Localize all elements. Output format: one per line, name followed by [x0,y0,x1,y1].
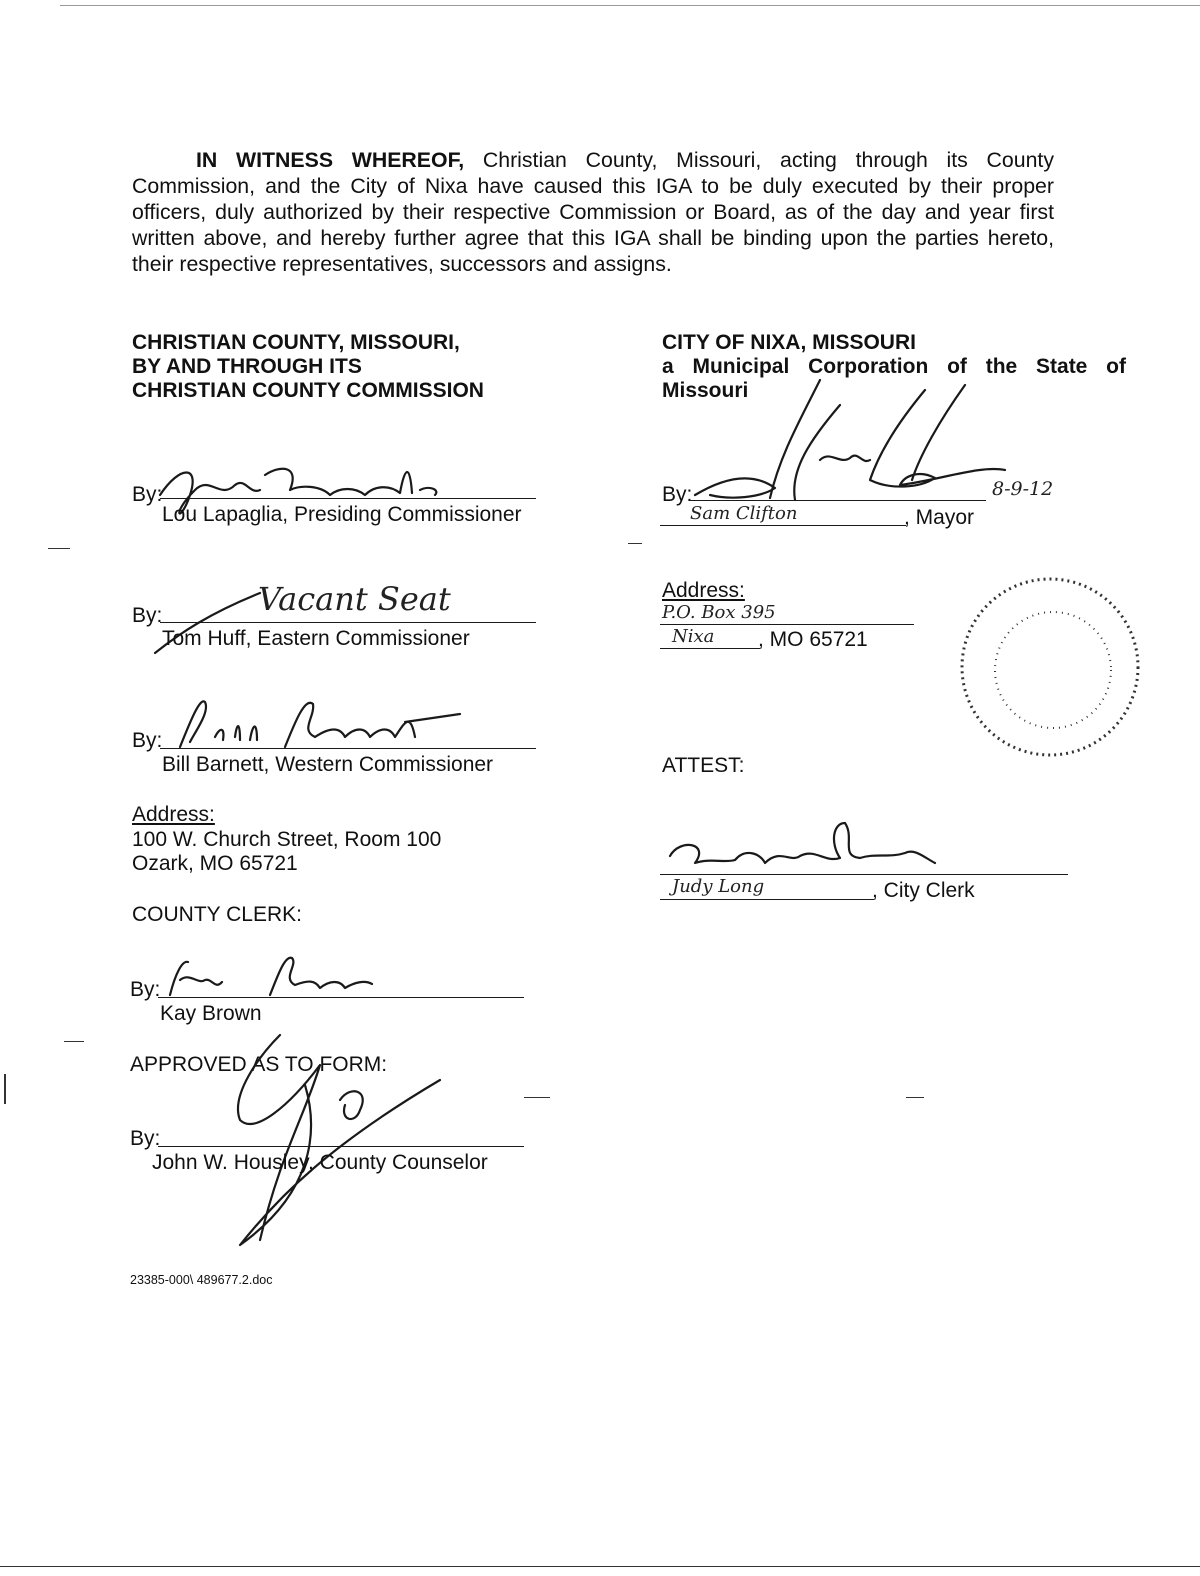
scan-mark [524,1097,550,1098]
city-heading-1: CITY OF NIXA, MISSOURI [662,331,916,354]
city-address-line-1-handwritten: P.O. Box 395 [662,602,776,623]
county-address-line-1: 100 W. Church Street, Room 100 [132,828,442,851]
title-presiding: Lou Lapaglia, Presiding Commissioner [162,503,522,526]
county-address-line-2: Ozark, MO 65721 [132,852,298,875]
county-heading-1: CHRISTIAN COUNTY, MISSOURI, [132,331,460,354]
scan-mark [628,543,642,544]
document-reference: 23385-000\ 489677.2.doc [130,1273,273,1287]
city-address-city-rule [660,648,760,649]
by-label-eastern: By: [132,604,163,627]
county-clerk-label: COUNTY CLERK: [132,903,302,926]
attest-label: ATTEST: [662,754,745,777]
mayor-name-handwritten: Sam Clifton [690,503,798,524]
vacant-seat-handwritten: Vacant Seat [258,580,451,618]
scan-mark [906,1097,924,1098]
city-address-state-zip: , MO 65721 [758,628,868,651]
county-heading-3: CHRISTIAN COUNTY COMMISSION [132,379,484,402]
counselor-title: John W. Housley, County Counselor [152,1151,488,1174]
scan-edge-bottom [0,1566,1200,1567]
city-heading-2: a Municipal Corporation of the State of [662,355,1126,378]
scan-mark [64,1041,84,1042]
city-clerk-name-handwritten: Judy Long [672,876,765,897]
by-label-mayor: By: [662,483,693,506]
scan-mark [48,548,70,549]
clerk-name: Kay Brown [160,1002,262,1025]
scan-mark [4,1074,6,1104]
witness-body: Christian County, Missouri, acting through its County Commission, and the City of Nixa have caused this IGA to be duly executed by their proper officers, duly authorized by their respective Commission or Board, as of the day and year first written above, and hereby further agree that this IGA shall be binding upon the parties hereto, their respective representatives, successors and assigns. [132,148,1054,276]
city-clerk-title: , City Clerk [872,879,975,902]
title-western: Bill Barnett, Western Commissioner [162,753,494,776]
county-heading-2: BY AND THROUGH ITS [132,355,362,378]
county-address-label: Address: [132,803,215,826]
by-label-presiding: By: [132,483,163,506]
signature-mayor [690,370,1030,510]
signature-clerk [160,950,380,1002]
witness-lead: IN WITNESS WHEREOF, [196,148,465,172]
scan-edge-top [60,5,1200,6]
city-address-line-1-rule [660,624,914,625]
by-label-western: By: [132,729,163,752]
city-heading-3: Missouri [662,379,749,402]
approved-label: APPROVED AS TO FORM: [130,1053,388,1076]
mayor-name-line [660,525,906,526]
by-label-clerk: By: [130,978,161,1001]
by-label-counselor: By: [130,1127,161,1150]
mayor-title: , Mayor [904,506,975,529]
signature-counselor [220,1025,460,1250]
city-address-city-handwritten: Nixa [672,626,715,647]
witness-paragraph [132,147,1054,277]
signature-city-clerk [665,818,965,880]
mayor-date: 8-9-12 [992,478,1054,500]
city-seal-emboss [945,570,1155,765]
clerk-name-line [660,899,874,900]
city-address-label: Address: [662,579,745,602]
signature-western [165,692,465,756]
title-eastern: Tom Huff, Eastern Commissioner [162,627,470,650]
